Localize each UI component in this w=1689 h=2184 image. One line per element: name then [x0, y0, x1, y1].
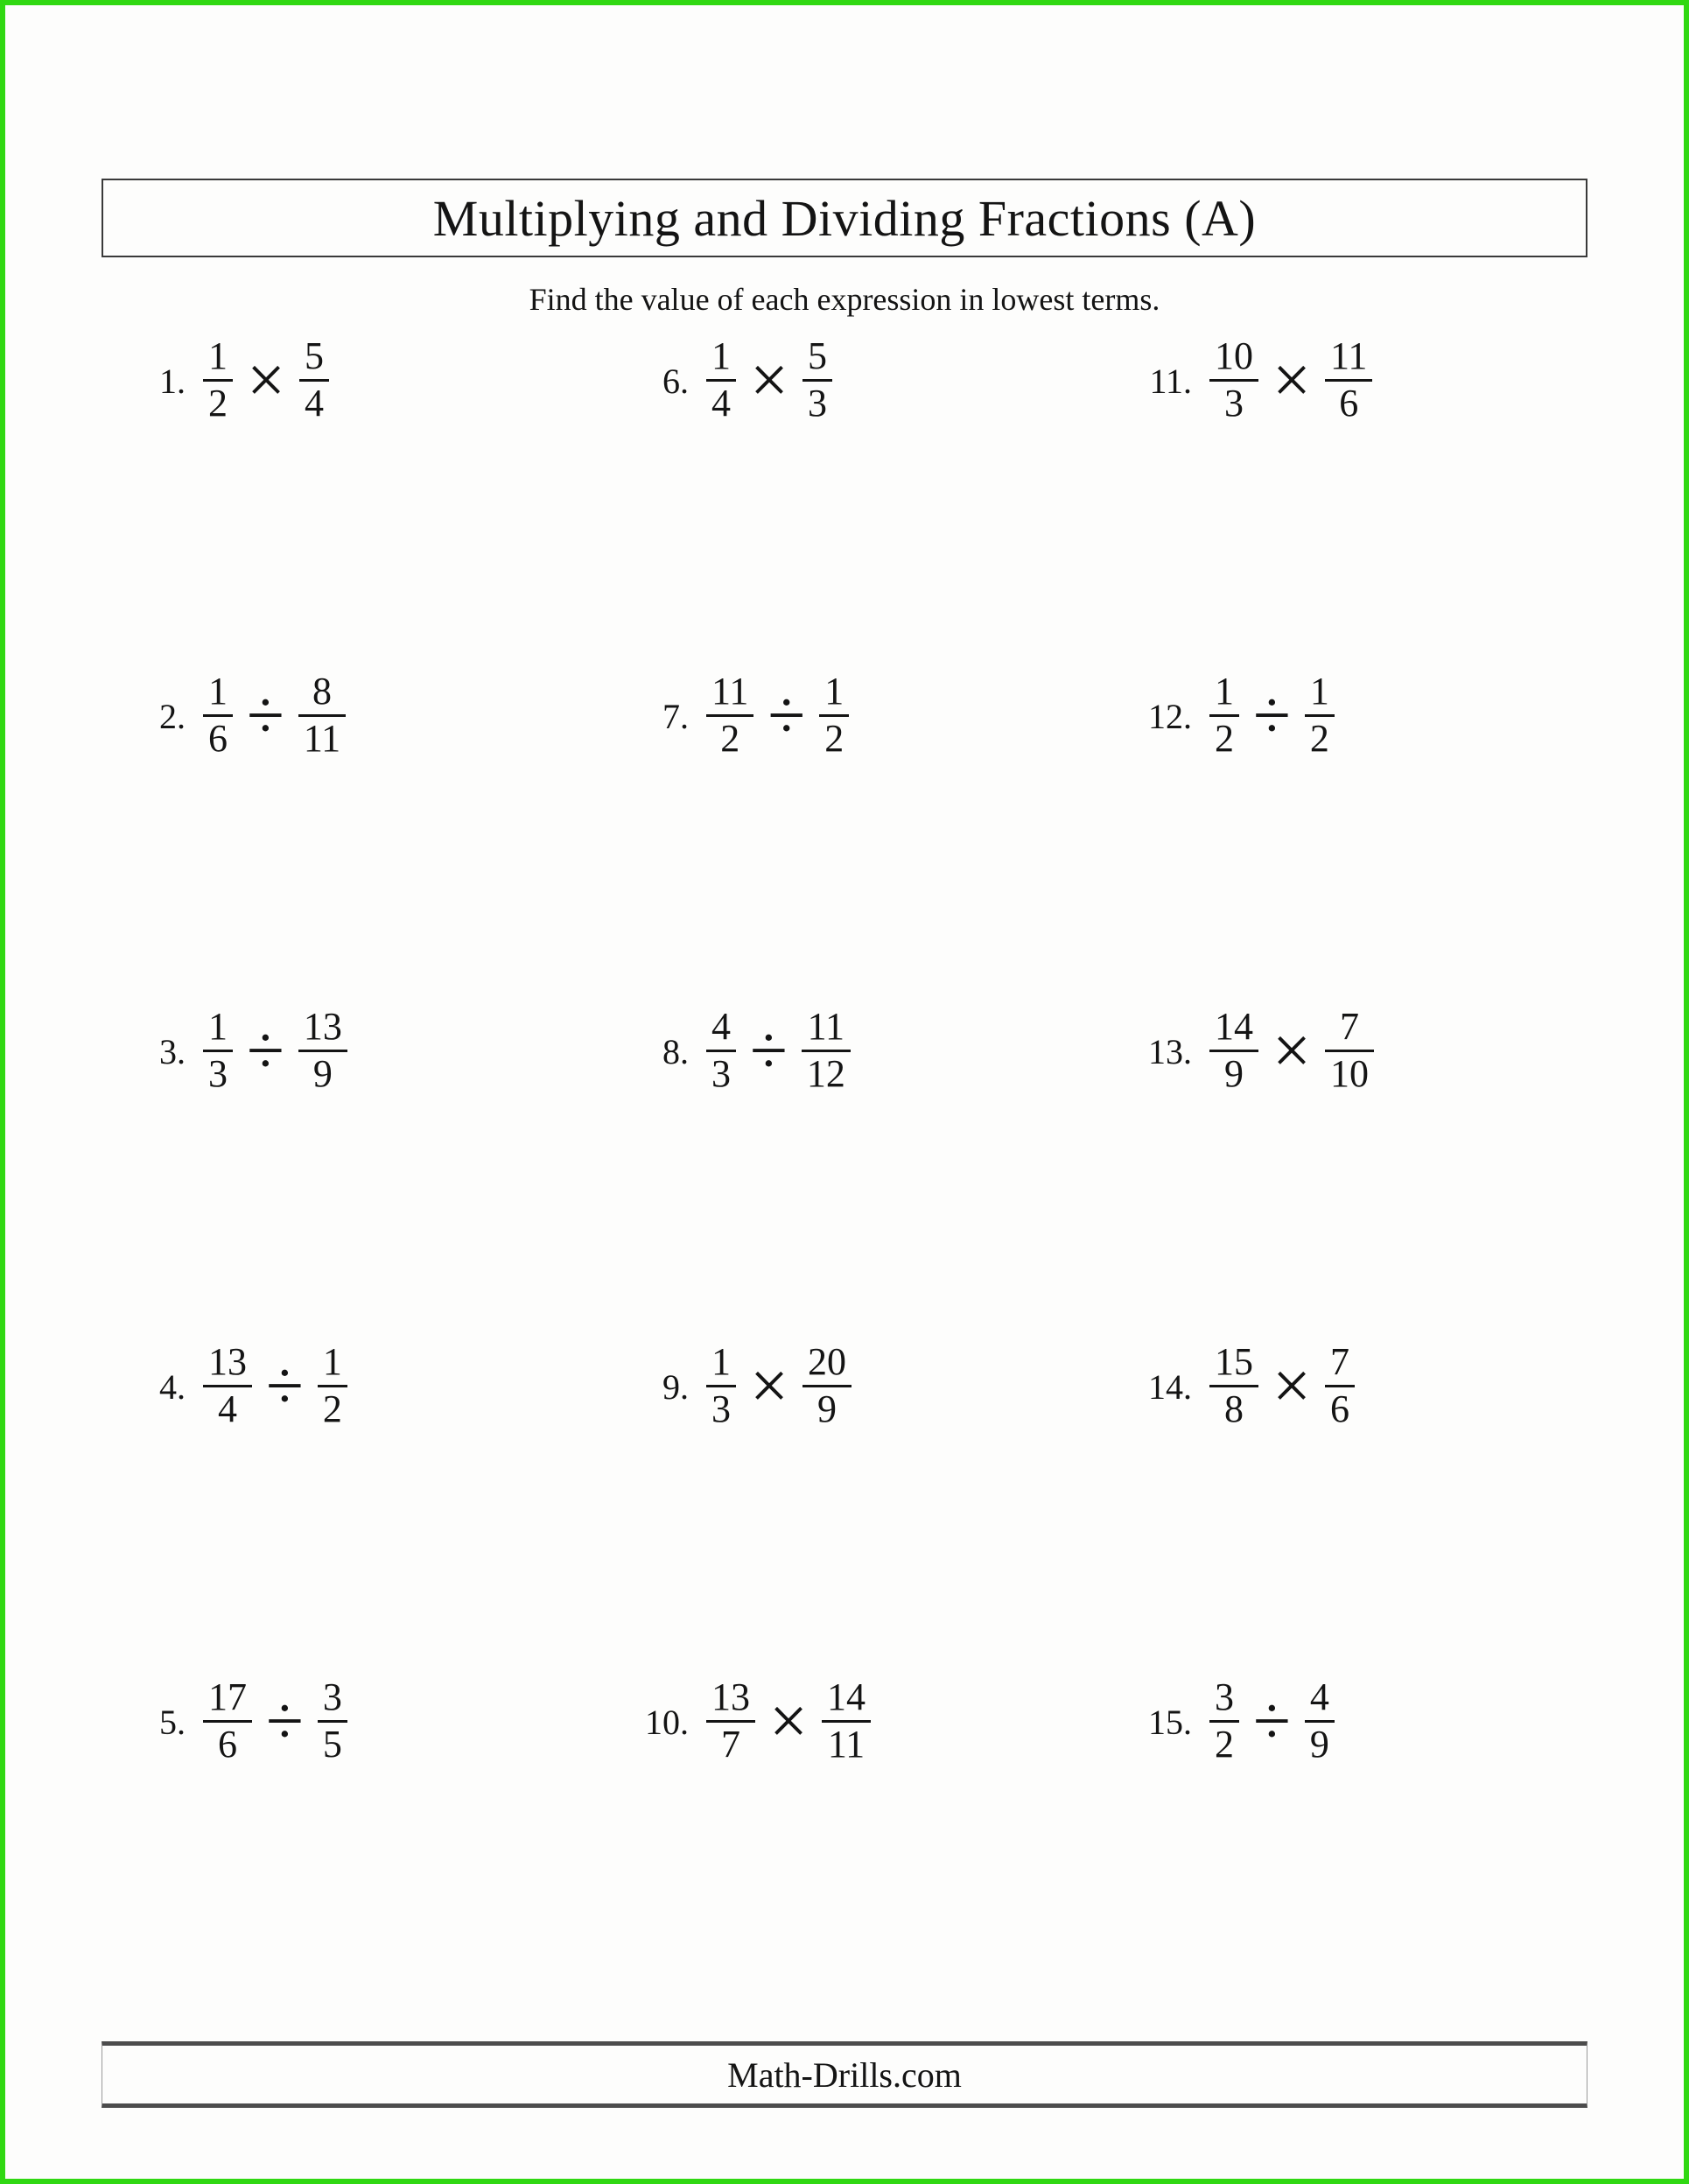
- multiply-operator: ×: [750, 341, 788, 418]
- divide-operator: ÷: [750, 1011, 788, 1088]
- denominator: 5: [322, 1723, 342, 1766]
- fraction-right: [298, 671, 346, 759]
- problem-number: 4.: [159, 1367, 186, 1407]
- denominator: 9: [1224, 1052, 1244, 1096]
- numerator: 1: [203, 1007, 233, 1052]
- fraction-left: [1209, 1342, 1258, 1429]
- numerator: 8: [298, 671, 346, 717]
- denominator: 2: [322, 1387, 342, 1431]
- expression: [706, 1342, 852, 1429]
- numerator: 14: [822, 1677, 871, 1723]
- fraction-left: [706, 1342, 736, 1429]
- divide-operator: ÷: [247, 1011, 284, 1088]
- numerator: 1: [706, 1342, 736, 1387]
- fraction-left: [1209, 336, 1258, 424]
- fraction-left: [203, 1007, 233, 1094]
- problem-number: 15.: [1148, 1703, 1192, 1742]
- numerator: 11: [1325, 336, 1372, 382]
- denominator: 4: [305, 382, 324, 425]
- numerator: 4: [1305, 1677, 1335, 1723]
- problem: [631, 1001, 1134, 1337]
- denominator: 3: [711, 1387, 731, 1431]
- expression: [706, 336, 832, 424]
- fraction-right: [318, 1342, 347, 1429]
- denominator: 12: [806, 1052, 845, 1096]
- title-box: [102, 179, 1587, 257]
- expression: [706, 1007, 851, 1094]
- expression: [1209, 336, 1372, 424]
- problem: [128, 331, 631, 666]
- denominator: 6: [218, 1723, 237, 1766]
- divide-operator: ÷: [1253, 1682, 1291, 1759]
- numerator: 11: [802, 1007, 851, 1052]
- denominator: 8: [1224, 1387, 1244, 1431]
- numerator: 15: [1209, 1342, 1258, 1387]
- expression: [203, 671, 346, 759]
- problem: [631, 1337, 1134, 1672]
- numerator: 14: [1209, 1007, 1258, 1052]
- numerator: 5: [299, 336, 329, 382]
- denominator: 3: [208, 1052, 228, 1096]
- fraction-left: [706, 336, 736, 424]
- problem-number: 3.: [159, 1032, 186, 1071]
- fraction-left: [706, 671, 753, 759]
- numerator: 1: [1305, 671, 1335, 717]
- problem-number: 12.: [1148, 697, 1192, 736]
- numerator: 13: [706, 1677, 755, 1723]
- denominator: 2: [824, 717, 844, 761]
- denominator: 2: [208, 382, 228, 425]
- expression: [1209, 671, 1335, 759]
- problem: [128, 1337, 631, 1672]
- problem: [631, 1672, 1134, 2007]
- numerator: 1: [318, 1342, 347, 1387]
- problem-number: 6.: [662, 362, 689, 401]
- problem-number: 10.: [645, 1703, 689, 1742]
- denominator: 9: [817, 1387, 837, 1431]
- divide-operator: ÷: [767, 676, 806, 753]
- numerator: 3: [1209, 1677, 1239, 1723]
- expression: [706, 671, 849, 759]
- denominator: 10: [1330, 1052, 1369, 1096]
- fraction-right: [1325, 1342, 1355, 1429]
- multiply-operator: ×: [750, 1346, 788, 1423]
- denominator: 3: [711, 1052, 731, 1096]
- denominator: 3: [808, 382, 827, 425]
- fraction-right: [802, 1342, 852, 1429]
- divide-operator: ÷: [247, 676, 284, 753]
- fraction-left: [203, 1342, 252, 1429]
- problem: [1134, 666, 1640, 1001]
- expression: [706, 1677, 871, 1765]
- problem-number: 7.: [662, 697, 689, 736]
- expression: [1209, 1007, 1374, 1094]
- fraction-left: [706, 1677, 755, 1765]
- multiply-operator: ×: [247, 341, 285, 418]
- problem: [1134, 331, 1640, 666]
- expression: [203, 336, 329, 424]
- numerator: 5: [802, 336, 832, 382]
- problem-number: 13.: [1148, 1032, 1192, 1071]
- worksheet-title: Multiplying and Dividing Fractions (A): [432, 189, 1257, 247]
- problem-number: 9.: [662, 1367, 689, 1407]
- problem: [128, 1001, 631, 1337]
- multiply-operator: ×: [1272, 1346, 1311, 1423]
- fraction-right: [299, 336, 329, 424]
- footer-text: Math-Drills.com: [727, 2054, 962, 2095]
- denominator: 4: [711, 382, 731, 425]
- problem: [128, 666, 631, 1001]
- fraction-right: [819, 671, 849, 759]
- problem: [1134, 1672, 1640, 2007]
- problem: [128, 1672, 631, 2007]
- multiply-operator: ×: [769, 1682, 808, 1759]
- fraction-left: [203, 671, 233, 759]
- divide-operator: ÷: [266, 1346, 304, 1423]
- denominator: 2: [1309, 717, 1329, 761]
- denominator: 2: [720, 717, 740, 761]
- problem: [631, 331, 1134, 666]
- fraction-right: [802, 1007, 851, 1094]
- numerator: 13: [203, 1342, 252, 1387]
- numerator: 11: [706, 671, 753, 717]
- numerator: 4: [706, 1007, 736, 1052]
- denominator: 9: [312, 1052, 333, 1096]
- expression: [203, 1677, 347, 1765]
- expression: [1209, 1677, 1335, 1765]
- expression: [203, 1007, 347, 1094]
- fraction-left: [203, 1677, 252, 1765]
- numerator: 13: [298, 1007, 347, 1052]
- denominator: 11: [827, 1723, 866, 1766]
- problem: [1134, 1337, 1640, 1672]
- problem: [631, 666, 1134, 1001]
- fraction-right: [1325, 1007, 1374, 1094]
- fraction-right: [822, 1677, 871, 1765]
- fraction-right: [1325, 336, 1372, 424]
- problems-grid: [128, 331, 1640, 2007]
- numerator: 1: [819, 671, 849, 717]
- fraction-left: [1209, 671, 1239, 759]
- fraction-right: [318, 1677, 347, 1765]
- fraction-right: [298, 1007, 347, 1094]
- fraction-right: [1305, 671, 1335, 759]
- numerator: 1: [1209, 671, 1239, 717]
- multiply-operator: ×: [1272, 1011, 1311, 1088]
- expression: [203, 1342, 347, 1429]
- denominator: 4: [218, 1387, 237, 1431]
- numerator: 7: [1325, 1007, 1374, 1052]
- problem-number: 1.: [159, 362, 186, 401]
- numerator: 1: [203, 671, 233, 717]
- numerator: 3: [318, 1677, 347, 1723]
- multiply-operator: ×: [1272, 341, 1311, 418]
- footer: [102, 2041, 1587, 2108]
- denominator: 7: [721, 1723, 740, 1766]
- numerator: 20: [802, 1342, 852, 1387]
- denominator: 3: [1224, 382, 1244, 425]
- divide-operator: ÷: [1253, 676, 1291, 753]
- fraction-left: [1209, 1677, 1239, 1765]
- problem-number: 5.: [159, 1703, 186, 1742]
- numerator: 17: [203, 1677, 252, 1723]
- problem-number: 14.: [1148, 1367, 1192, 1407]
- expression: [1209, 1342, 1355, 1429]
- fraction-right: [1305, 1677, 1335, 1765]
- denominator: 6: [208, 717, 228, 761]
- fraction-left: [1209, 1007, 1258, 1094]
- denominator: 2: [1215, 717, 1234, 761]
- problem: [1134, 1001, 1640, 1337]
- problem-number: 8.: [662, 1032, 689, 1071]
- problem-number: 2.: [159, 697, 186, 736]
- fraction-right: [802, 336, 832, 424]
- denominator: 6: [1339, 382, 1359, 425]
- problem-number: 11.: [1149, 362, 1192, 401]
- numerator: 10: [1209, 336, 1258, 382]
- denominator: 11: [303, 717, 341, 761]
- divide-operator: ÷: [266, 1682, 304, 1759]
- denominator: 9: [1309, 1723, 1329, 1766]
- numerator: 7: [1325, 1342, 1355, 1387]
- numerator: 1: [706, 336, 736, 382]
- denominator: 2: [1215, 1723, 1234, 1766]
- numerator: 1: [203, 336, 233, 382]
- fraction-left: [706, 1007, 736, 1094]
- denominator: 6: [1330, 1387, 1349, 1431]
- fraction-left: [203, 336, 233, 424]
- instruction-text: Find the value of each expression in lowest terms.: [529, 282, 1160, 317]
